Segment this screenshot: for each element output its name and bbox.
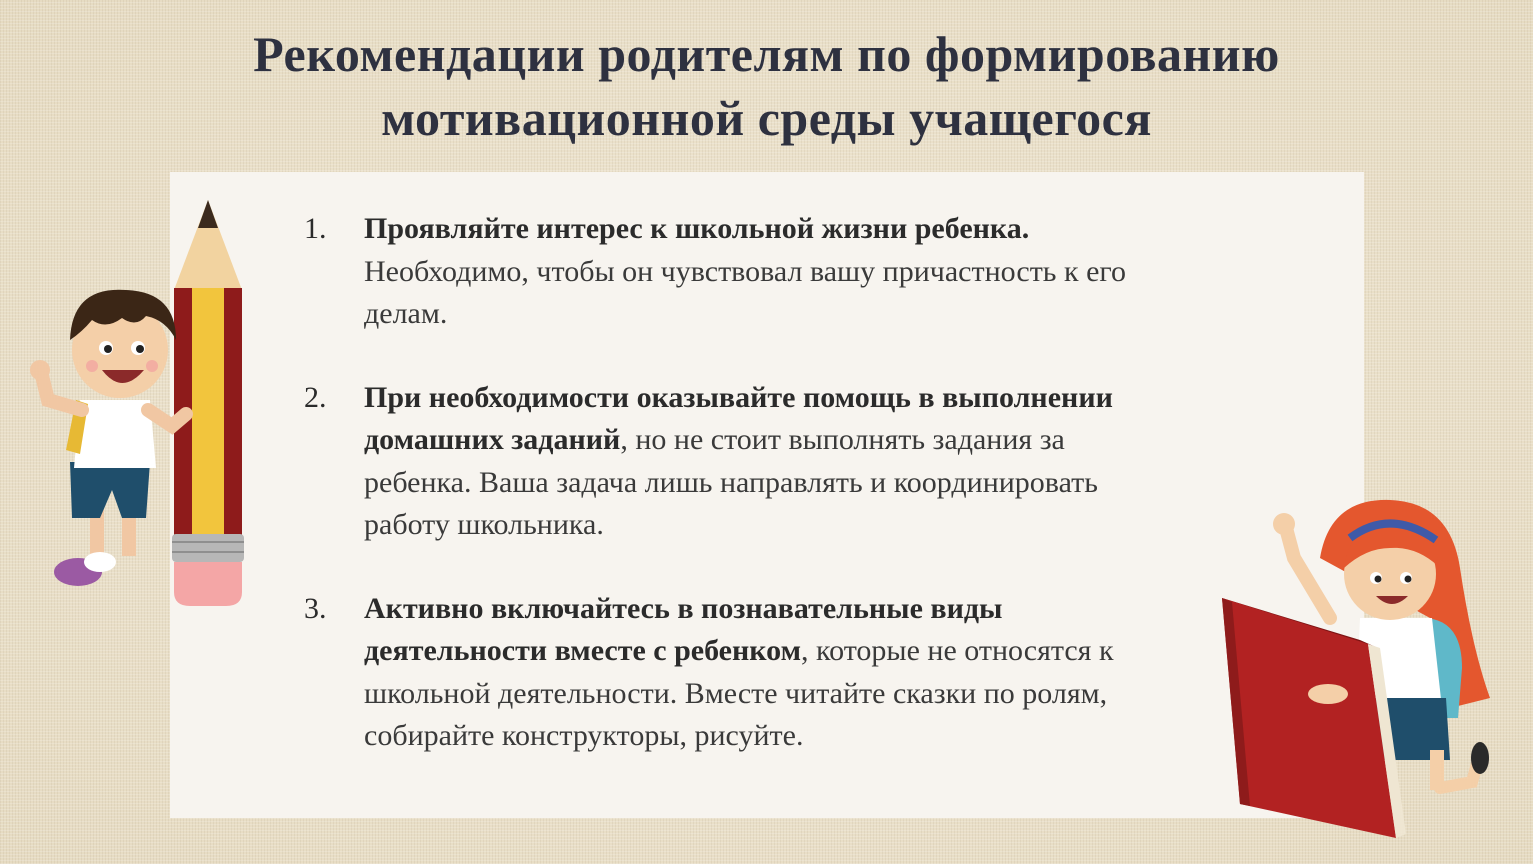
item-number: 1. — [304, 212, 327, 245]
content-panel — [170, 172, 1364, 818]
recommendation-item-3 — [304, 588, 1144, 758]
item-heading: При необходимости оказывайте помощь в выполнении домашних заданий — [364, 380, 1113, 456]
item-text: Необходимо, чтобы он чувствовал вашу причастность к его делам. — [364, 254, 1126, 330]
recommendation-list — [304, 208, 1144, 799]
item-heading: Активно включайтесь в познавательные виды деятельности вместе с ребенком — [364, 591, 1003, 667]
pencil-icon — [172, 200, 244, 606]
recommendation-item-2 — [304, 377, 1144, 547]
slide-title — [0, 22, 1533, 150]
item-text: , но не стоит выполнять задания за ребенка. Ваша задача лишь направлять и координировать работу школьника. — [364, 423, 1098, 541]
item-number: 3. — [304, 591, 327, 625]
title-line-2: мотивационной среды учащегося — [381, 90, 1152, 146]
boy-with-pencil-illustration — [26, 200, 266, 610]
boy-character-icon — [30, 290, 186, 586]
item-number: 2. — [304, 380, 327, 414]
item-heading: Проявляйте интерес к школьной жизни ребенка. — [364, 212, 1030, 245]
recommendation-item-1 — [304, 208, 1144, 336]
title-line-1: Рекомендации родителям по формированию — [253, 26, 1280, 82]
girl-with-book-illustration — [1210, 498, 1510, 850]
item-text: , которые не относятся к школьной деятельности. Вместе читайте сказки по ролям, собирайте конструкторы, рисуйте. — [364, 634, 1114, 752]
